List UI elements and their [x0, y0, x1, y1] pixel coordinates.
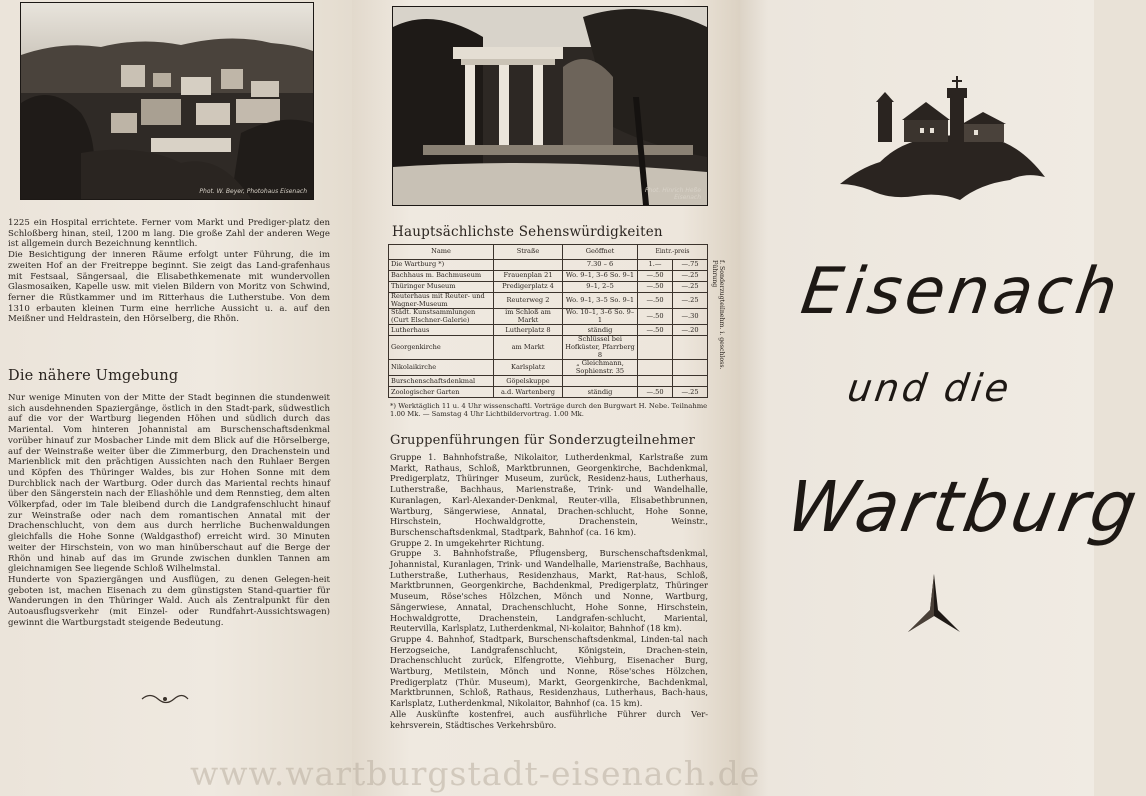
col-open: Geöffnet: [563, 245, 638, 260]
group-4: Gruppe 4. Bahnhof, Stadtpark, Burschenschaftsdenkmal, Linden-tal nach Herzogseiche, Landgrafenschlucht, Königstein, Drachen-stein, Drachenschlucht zurück, Elfengrotte, Viehburg, Eisenacher Burg, Wartburg, Metilstein, Mönch und Nonne, Röse'sches Hölzchen, Predigerplatz (Thür. Museum), Markt, Georgenkirche, Bachdenkmal, Marktbrunnen, Schloß, Rathaus, Residenzhaus, Lutherhaus, Bach-haus, Karlsplatz, Lutherdenkmal, Nikolaitor, Bahnhof (ca. 15 km).: [390, 633, 708, 709]
cell-price-1: [638, 376, 673, 387]
left-panel: [0, 0, 352, 796]
cell-price-2: —.20: [673, 325, 708, 336]
cell-price-1: —.50: [638, 387, 673, 398]
table-row: [389, 360, 708, 376]
cell-name: Thüringer Museum: [389, 282, 494, 293]
cell-price-1: —.50: [638, 325, 673, 336]
intro-paragraph: [8, 218, 330, 325]
cell-street: Göpelskuppe: [494, 376, 563, 387]
cell-price-1: 1.—: [638, 260, 673, 271]
cell-price-2: [673, 376, 708, 387]
cell-open: ständig: [563, 387, 638, 398]
table-row: [389, 376, 708, 387]
surroundings-heading: Die nähere Umgebung: [8, 368, 179, 384]
title-eisenach: Eisenach: [796, 255, 1126, 329]
cell-price-2: —.30: [673, 309, 708, 325]
cell-name: Burschenschaftsdenkmal: [389, 376, 494, 387]
col-name: Name: [389, 245, 494, 260]
cell-price-1: —.50: [638, 293, 673, 309]
surroundings-paragraph: [8, 393, 330, 628]
cell-name: Nikolaikirche: [389, 360, 494, 376]
sights-table: [388, 244, 708, 398]
cell-street: Reuterweg 2: [494, 293, 563, 309]
group-1: Gruppe 1. Bahnhofstraße, Nikolaitor, Lutherdenkmal, Karlstraße zum Markt, Rathaus, Schloß, Marktbrunnen, Georgenkirche, Bachdenkmal, Predigerplatz, Thüringer Museum, zurück, Residenz-haus, Lutherhaus, Lutherstraße, Bachhaus, Marienstraße, Trink- und Wandelhalle, Kuranlagen, Karl-Alexander-Denkmal, Reuter-villa, Elisabethbrunnen, Wartburg, Sängerwiese, Annatal, Drachen-schlucht, Hohe Sonne, Hirschstein, Hochwaldgrotte, Drachenstein, Weinstr., Burschenschaftsdenkmal, Stadtpark, Bahnhof (ca. 16 km).: [390, 452, 708, 537]
town-photo: [20, 2, 314, 200]
cell-street: Frauenplan 21: [494, 271, 563, 282]
table-row: [389, 293, 708, 309]
cell-open: [563, 376, 638, 387]
ornament-icon: [140, 690, 190, 708]
cell-price-2: —.75: [673, 260, 708, 271]
pavilion-photo-illustration: [393, 7, 707, 205]
cell-street: Predigerplatz 4: [494, 282, 563, 293]
cell-price-1: [638, 336, 673, 360]
photo-credit-middle: [645, 187, 701, 201]
table-side-note: f. Sonderzugteilnehm. i. geschloss. Führung: [711, 260, 725, 370]
group-2: Gruppe 2. In umgekehrter Richtung.: [390, 537, 545, 548]
town-photo-illustration: [21, 3, 313, 199]
group-3: Gruppe 3. Bahnhofstraße, Pflugensberg, Burschenschaftsdenkmal, Johannistal, Kuranlagen, Trink- und Wandelhalle, Marienstraße, Bachhaus, Lutherstraße, Lutherhaus, Residenzhaus, Markt, Rat-haus, Schloß, Marktbrunnen, Georgenkirche, Bachdenkmal, Predigerplatz, Thüringer Museum, Röse'sches Hölzchen, Mönch und Nonne, Wartburg, Sängerwiese, Annatal, Drachenschlucht, Hohe Sonne, Hirschstein, Hochwaldgrotte, Drachenstein, Landgrafen-schlucht, Mariental, Reutervilla, Karlsplatz, Lutherdenkmal, Ni-kolaitor, Bahnhof (18 km).: [390, 548, 708, 634]
right-panel: [740, 0, 1146, 796]
cell-street: a.d. Wartenberg: [494, 387, 563, 398]
cell-street: Karlsplatz: [494, 360, 563, 376]
surroundings-text: Nur wenige Minuten von der Mitte der Stadt beginnen die stundenweit sich ausdehnenden Spaziergänge, östlich in den Stadt-park, südwestlich auf die vor der Wartburg liegenden Höhen und südlich durch das Mariental. Vom hinteren Johannistal am Burschenschaftsdenkmal vorüber hinauf zur Mosbacher Linde mit dem Blick auf die Hörselberge, auf der Weinstraße weiter über die Zimmerburg, den Drachenstein und Marienblick mit den prächtigen Aussichten nach den Ruhlaer Bergen und Köpfen des Thüringer Waldes, bis zur Hohen Sonne mit dem Durchblick nach der Wartburg. Oder durch das Mariental rechts hinauf über den Sängerstein nach der Eliashöhle und dem Rennstieg, dem alten Völkerpfad, oder im Tale bleibend durch die Landgrafenschlucht hinauf zur Weinstraße oder nach dem romantischen Annatal mit der Drachenschlucht, von dem aus durch herrliche Buchenwaldungen gleichfalls die Hohe Sonne (Waldgasthof) erreicht wird. 30 Minuten weiter der Hirschstein, von wo man hinüberschaut auf die Berge der Rhön und hinab auf das im Grunde zwischen dunklen Tannen am gleichnamigen See liegende Schloß Wilhelmstal.: [8, 393, 330, 575]
cell-price-2: —.25: [673, 293, 708, 309]
visit-text: Die Besichtigung der inneren Räume erfolgt unter Führung, die im zweiten Hof an der Freitreppe beginnt. Sie zeigt das Land-grafenhaus mit Festsaal, Sängersaal, die Elisabethkemenate mit wundervollen Glasmosaiken, Kapelle usw. mit vielen Bildern von Moritz von Schwind, ferner die Rüstkammer und im Ritterhaus die Lutherstube. Von dem 1310 erbauten kleinen Turm eine herrliche Aussicht u. a. auf den Meißner und Heldrastein, den Hörselberg, die Rhön.: [8, 250, 330, 325]
groups-text: [390, 452, 708, 730]
col-street: Straße: [494, 245, 563, 260]
photo-credit-line2: Eisenach: [674, 194, 701, 201]
cell-price-2: [673, 360, 708, 376]
wartburg-castle-icon: [830, 72, 1060, 212]
cell-price-1: —.50: [638, 282, 673, 293]
table-header-row: [389, 245, 708, 260]
table-row: [389, 282, 708, 293]
watermark: www.wartburgstadt-eisenach.de: [190, 754, 761, 793]
cell-street: [494, 260, 563, 271]
photo-credit-line1: Phot. Hinrich Heße: [644, 187, 701, 194]
groups-heading: Gruppenführungen für Sonderzugteilnehmer: [390, 433, 696, 448]
cell-open: Schlüssel bei Hofküster, Pfarrberg 8: [563, 336, 638, 360]
cell-open: ständig: [563, 325, 638, 336]
cell-price-2: —.25: [673, 282, 708, 293]
cell-price-1: —.50: [638, 271, 673, 282]
table-row: [389, 387, 708, 398]
three-pointed-star-icon: [906, 572, 962, 636]
cell-open: Wo. 9–1, 3–6 So. 9–1: [563, 271, 638, 282]
cell-name: Bachhaus m. Bachmuseum: [389, 271, 494, 282]
pavilion-photo: [392, 6, 708, 206]
table-row: [389, 260, 708, 271]
cell-open: „ Gleichmann, Sophienstr. 35: [563, 360, 638, 376]
info-note: Alle Auskünfte kostenfrei, auch ausführliche Führer durch Ver-kehrsverein, Städtisches Verkehrsbüro.: [390, 708, 708, 730]
cell-open: 7.30 – 6: [563, 260, 638, 271]
cell-street: Lutherplatz 8: [494, 325, 563, 336]
cell-price-2: —.25: [673, 387, 708, 398]
cell-name: Georgenkirche: [389, 336, 494, 360]
cell-price-2: —.25: [673, 271, 708, 282]
middle-panel: [352, 0, 740, 796]
table-row: [389, 309, 708, 325]
cell-name: Zoologischer Garten: [389, 387, 494, 398]
photo-credit: Phot. W. Beyer, Photohaus Eisenach: [199, 188, 307, 195]
cell-name: Städt. Kunstsammlungen (Curt Elschner-Galerie): [389, 309, 494, 325]
sights-table-title: Hauptsächlichste Sehenswürdigkeiten: [392, 224, 663, 240]
cell-street: im Schloß am Markt: [494, 309, 563, 325]
cell-open: 9–1, 2–5: [563, 282, 638, 293]
cell-open: Wo. 9–1, 3–5 So. 9–1: [563, 293, 638, 309]
cell-price-2: [673, 336, 708, 360]
table-row: [389, 325, 708, 336]
cell-name: Die Wartburg *): [389, 260, 494, 271]
sights-table-body: [389, 260, 708, 398]
table-row: [389, 271, 708, 282]
intro-text: 1225 ein Hospital errichtete. Ferner vom Markt und Prediger-platz den Schloßberg hinan, steil, 1200 m lang. Die große Zahl der anderen Wege ist allgemein durch Bezeichnung kenntlich.: [8, 218, 330, 250]
cell-price-1: —.50: [638, 309, 673, 325]
cell-price-1: [638, 360, 673, 376]
cell-name: Reuterhaus mit Reuter- und Wagner-Museum: [389, 293, 494, 309]
title-und-die: und die: [844, 366, 1015, 410]
title-wartburg: Wartburg: [780, 466, 1146, 548]
cell-open: Wo. 10–1, 3–6 So. 9–1: [563, 309, 638, 325]
table-row: [389, 336, 708, 360]
table-footnote: *) Werktäglich 11 u. 4 Uhr wissenschaftl. Vorträge durch den Burgwart H. Nebe. Teilnahme 1.00 Mk. — Samstag 4 Uhr Lichtbildervortrag. 1.00 Mk.: [390, 402, 708, 418]
excursions-text: Hunderte von Spaziergängen und Ausflügen, zu denen Gelegen-heit geboten ist, machen Eisenach zu dem günstigsten Stand-quartier für Wanderungen in den Thüringer Wald. Auch als Zentralpunkt für den Autoausflugsverkehr (mit Einzel- oder Rundfahrt-Aussichtswagen) gewinnt die Wartburgstadt steigende Bedeutung.: [8, 574, 330, 628]
cell-street: am Markt: [494, 336, 563, 360]
col-price: Eintr.-preis: [638, 245, 708, 260]
cell-name: Lutherhaus: [389, 325, 494, 336]
